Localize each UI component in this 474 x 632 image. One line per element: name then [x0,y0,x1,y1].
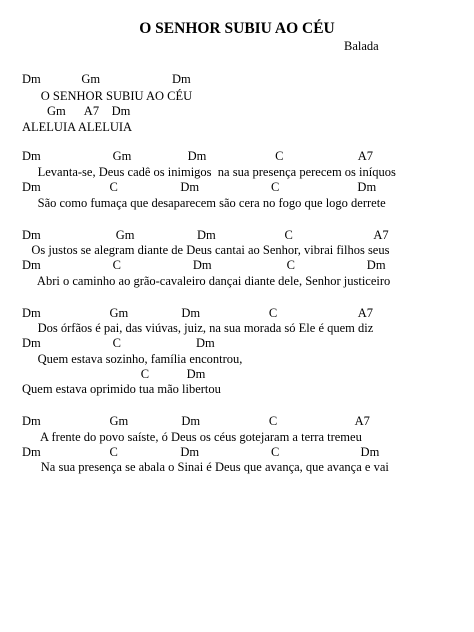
chord-line: Dm C Dm C Dm [22,258,386,272]
chord-line: Dm Gm Dm C A7 [22,228,389,242]
lyric-line: ALELUIA ALELUIA [22,120,133,134]
lyric-line: Levanta-se, Deus cadê os inimigos na sua presença perecem os iníquos [22,165,396,179]
chord-line: C Dm [22,367,206,381]
lyric-line: Dos órfãos é pai, das viúvas, juiz, na sua morada só Ele é quem diz [22,321,374,335]
lyric-line: São como fumaça que desaparecem são cera no fogo que logo derrete [22,196,386,210]
chord-line: Gm A7 Dm [22,104,131,118]
lyric-line: Na sua presença se abala o Sinai é Deus que avança, que avança e vai [22,460,389,474]
chord-line: Dm Gm Dm C A7 [22,414,370,428]
lyric-line: O SENHOR SUBIU AO CÉU [22,89,193,103]
chord-line: Dm C Dm C Dm [22,445,380,459]
chord-line: Dm Gm Dm C A7 [22,306,374,320]
lyric-line: Quem estava sozinho, família encontrou, [22,352,243,366]
chord-line: Dm C Dm C Dm [22,180,377,194]
lyric-line: Os justos se alegram diante de Deus cantai ao Senhor, vibrai filhos seus [22,243,390,257]
song-title: O SENHOR SUBIU AO CÉU [139,20,335,37]
lyric-line: Abri o caminho ao grão-cavaleiro dançai diante dele, Senhor justiceiro [22,274,391,288]
lyric-line: A frente do povo saíste, ó Deus os céus gotejaram a terra tremeu [22,430,362,444]
song-style: Balada [344,39,379,53]
lyric-line: Quem estava oprimido tua mão libertou [22,382,221,396]
chord-line: Dm Gm Dm [22,72,191,86]
chord-line: Dm C Dm [22,336,215,350]
chord-line: Dm Gm Dm C A7 [22,149,374,163]
